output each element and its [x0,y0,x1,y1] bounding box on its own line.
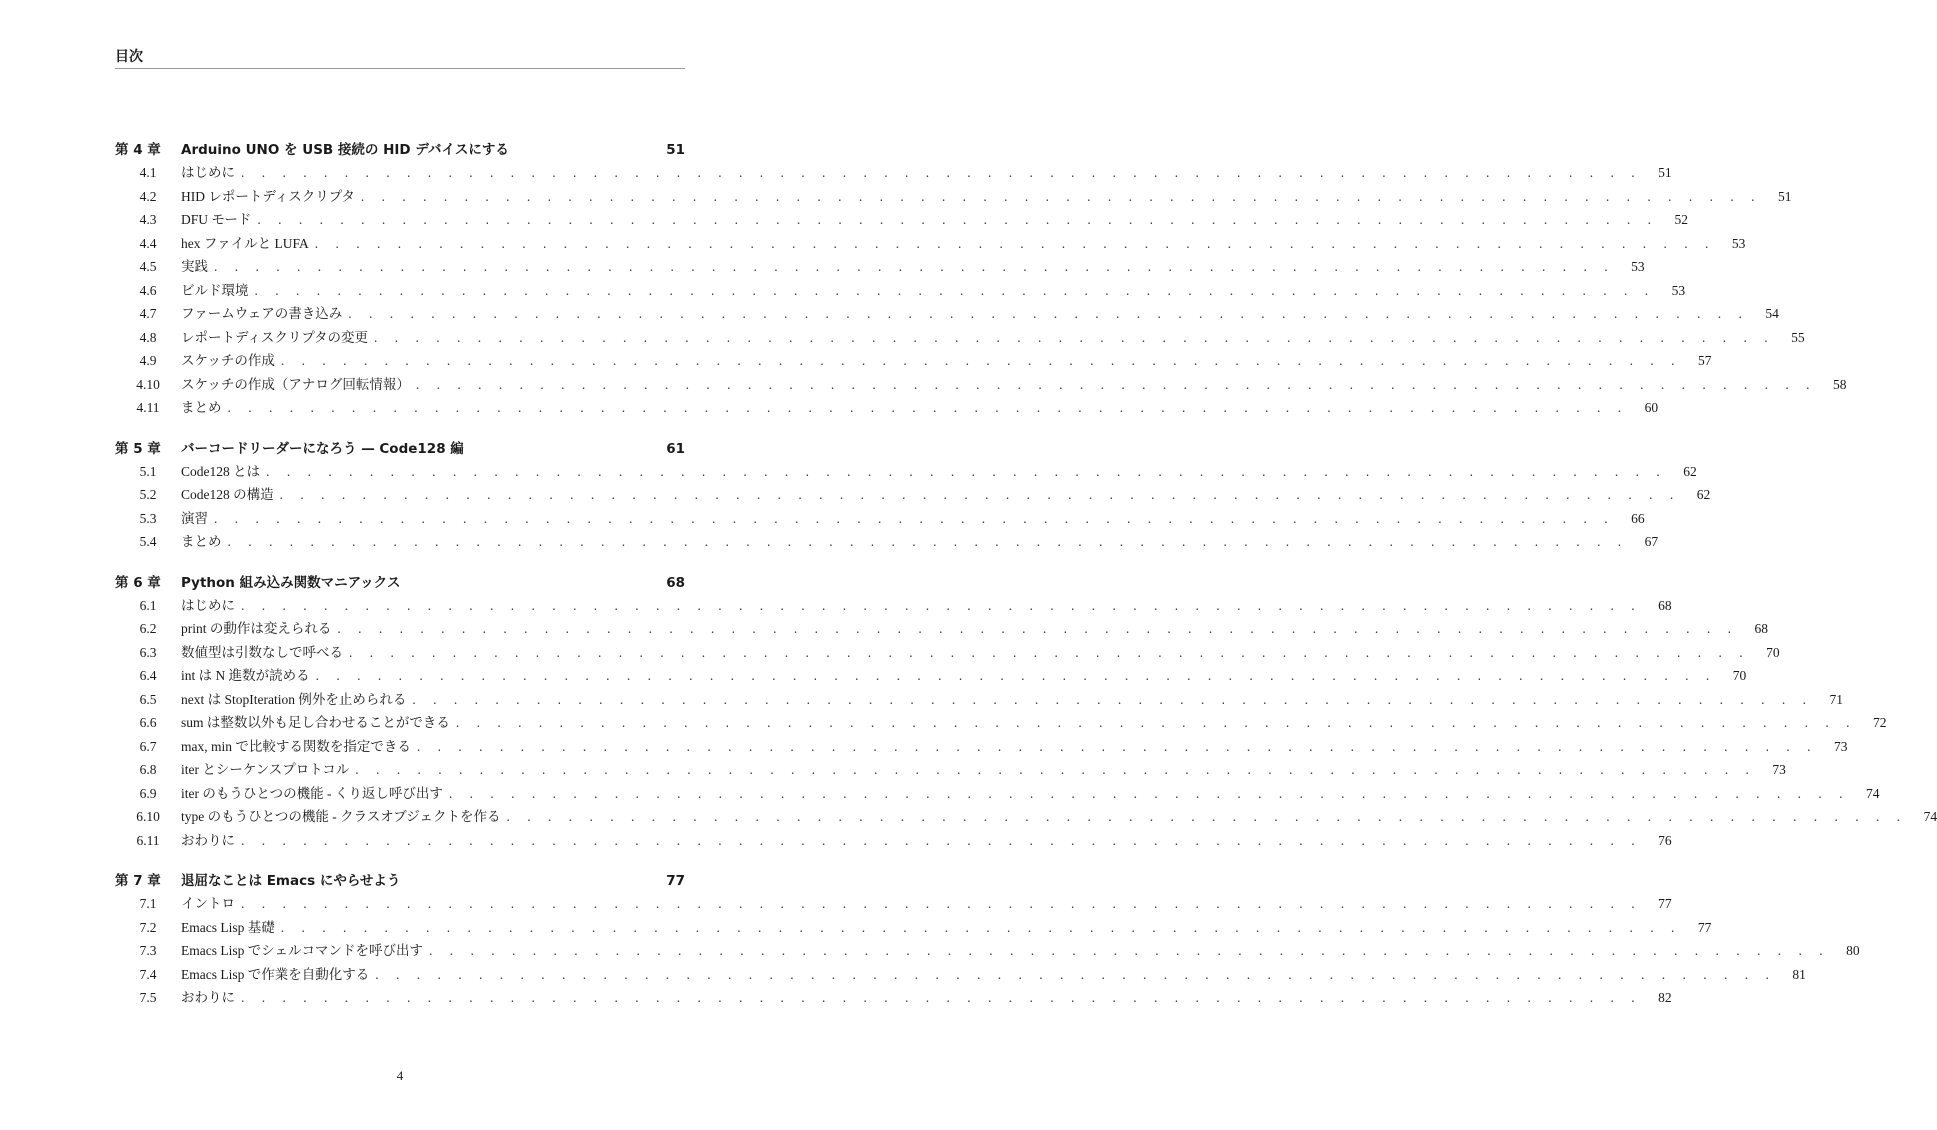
section-number: 5.3 [139,510,157,526]
dot-leader: . . . . . . . . . . . . . . . . . . . . . . . . . . . . . . . . . . . . . . . . . . . . . . . . . . . . . . . . . . . . . . . . . . . . [314,235,1716,251]
toc-entry[interactable] [115,916,1712,940]
dot-leader: . . . . . . . . . . . . . . . . . . . . . . . . . . . . . . . . . . . . . . . . . . . . . . . . . . . . . . . . . . . . . . . . . . . . [448,785,1850,801]
section-page: 62 [1696,487,1711,502]
section-page: 70 [1766,644,1780,660]
section-title: iter とシーケンスプロトコル [181,762,350,777]
chapter-title: Python 組み込み関数マニアックス [181,574,401,591]
toc-entry[interactable] [115,161,1672,185]
section-number: 4.4 [139,235,157,251]
chapter-page: 77 [666,873,685,889]
page-header-title: 目次 [115,49,143,65]
chapter-heading[interactable] [115,869,685,889]
table-of-contents [115,138,1937,1027]
section-number: 4.1 [139,165,157,180]
toc-entry[interactable] [115,185,1792,209]
section-title: まとめ [181,534,222,549]
section-page: 62 [1683,463,1697,479]
section-number: 4.11 [136,400,160,415]
section-title: おわりに [181,990,235,1005]
toc-entry[interactable] [115,829,1672,853]
toc-entry[interactable] [115,507,1645,531]
section-title: Code128 とは [181,463,261,479]
toc-entry[interactable] [115,349,1712,373]
dot-leader: . . . . . . . . . . . . . . . . . . . . . . . . . . . . . . . . . . . . . . . . . . . . . . . . . . . . . . . . . . . . . . . . . . . . [348,306,1749,321]
section-title: スケッチの作成 [181,353,275,368]
section-title: Emacs Lisp で作業を自動化する [181,966,370,982]
dot-leader: . . . . . . . . . . . . . . . . . . . . . . . . . . . . . . . . . . . . . . . . . . . . . . . . . . . . . . . . . . . . . . . . . . . . [214,510,1615,526]
section-number: 6.1 [139,597,157,613]
section-number: 5.4 [139,534,157,549]
section-page: 53 [1671,282,1686,298]
section-title: print の動作は変えられる [181,621,332,636]
toc-entry[interactable] [115,963,1806,987]
toc-entry[interactable] [115,326,1805,350]
dot-leader: . . . . . . . . . . . . . . . . . . . . . . . . . . . . . . . . . . . . . . . . . . . . . . . . . . . . . . . . . . . . . . . . . . . . [241,832,1642,848]
section-title: max, min で比較する関数を指定できる [181,738,411,754]
section-page: 73 [1772,762,1786,777]
chapter-label: 第 5 章 [115,440,161,457]
section-page: 52 [1674,212,1688,227]
toc-entry[interactable] [115,594,1672,618]
section-page: 74 [1923,809,1937,824]
section-title: sum は整数以外も足し合わせることができる [181,715,450,730]
dot-leader: . . . . . . . . . . . . . . . . . . . . . . . . . . . . . . . . . . . . . . . . . . . . . . . . . . . . . . . . . . . . . . . . . . . . [227,534,1629,549]
toc-entry[interactable] [115,232,1746,256]
section-page: 60 [1644,400,1659,415]
section-page: 51 [1777,188,1792,204]
section-page: 81 [1792,966,1806,982]
section-page: 67 [1644,534,1659,549]
toc-entry[interactable] [115,302,1779,326]
toc-entry[interactable] [115,688,1843,712]
chapter-title: Arduino UNO を USB 接続の HID デバイスにする [181,142,509,158]
dot-leader: . . . . . . . . . . . . . . . . . . . . . . . . . . . . . . . . . . . . . . . . . . . . . . . . . . . . . . . . . . . . . . . . . . . . [416,738,1818,754]
section-title: Code128 の構造 [181,487,274,502]
toc-entry[interactable] [115,805,1937,829]
dot-leader: . . . . . . . . . . . . . . . . . . . . . . . . . . . . . . . . . . . . . . . . . . . . . . . . . . . . . . . . . . . . . . . . . . . . [280,353,1682,368]
section-page: 66 [1631,510,1645,526]
chapter-page: 61 [666,440,685,457]
section-number: 7.4 [139,966,157,982]
section-page: 54 [1765,306,1779,321]
toc-entry[interactable] [115,664,1747,688]
dot-leader: . . . . . . . . . . . . . . . . . . . . . . . . . . . . . . . . . . . . . . . . . . . . . . . . . . . . . . . . . . . . . . . . . . . . [373,329,1775,345]
section-title: hex ファイルと LUFA [181,235,309,251]
section-title: Emacs Lisp 基礎 [181,919,275,935]
section-title: HID レポートディスクリプタ [181,188,355,204]
chapter-heading[interactable] [115,437,685,457]
section-title: int は N 進数が読める [181,668,310,683]
dot-leader: . . . . . . . . . . . . . . . . . . . . . . . . . . . . . . . . . . . . . . . . . . . . . . . . . . . . . . . . . . . . . . . . . . . . [337,621,1738,636]
section-number: 7.1 [139,896,157,911]
chapter-title: 退屈なことは Emacs にやらせよう [181,873,401,889]
section-page: 51 [1658,165,1672,180]
section-page: 57 [1697,353,1712,368]
dot-leader: . . . . . . . . . . . . . . . . . . . . . . . . . . . . . . . . . . . . . . . . . . . . . . . . . . . . . . . . . . . . . . . . . . . . [254,282,1656,298]
dot-leader: . . . . . . . . . . . . . . . . . . . . . . . . . . . . . . . . . . . . . . . . . . . . . . . . . . . . . . . . . . . . . . . . . . . . [428,943,1830,958]
section-title: はじめに [181,597,235,613]
section-number: 6.9 [139,785,157,801]
dot-leader: . . . . . . . . . . . . . . . . . . . . . . . . . . . . . . . . . . . . . . . . . . . . . . . . . . . . . . . . . . . . . . . . . . . . [375,966,1776,982]
toc-entry[interactable] [115,758,1786,782]
toc-entry[interactable] [115,939,1860,963]
section-title: 演習 [181,510,208,526]
section-page: 68 [1658,597,1672,613]
dot-leader: . . . . . . . . . . . . . . . . . . . . . . . . . . . . . . . . . . . . . . . . . . . . . . . . . . . . . . . . . . . . . . . . . . . . [241,896,1642,911]
chapter-label: 第 7 章 [115,873,161,889]
dot-leader: . . . . . . . . . . . . . . . . . . . . . . . . . . . . . . . . . . . . . . . . . . . . . . . . . . . . . . . . . . . . . . . . . . . . [280,919,1682,935]
section-number: 4.9 [139,353,157,368]
section-title: おわりに [181,832,235,848]
section-page: 68 [1754,621,1768,636]
section-number: 4.8 [139,329,157,345]
section-title: ファームウェアの書き込み [181,306,343,321]
dot-leader: . . . . . . . . . . . . . . . . . . . . . . . . . . . . . . . . . . . . . . . . . . . . . . . . . . . . . . . . . . . . . . . . . . . . [349,644,1750,660]
section-page: 76 [1658,832,1672,848]
section-title: Emacs Lisp でシェルコマンドを呼び出す [181,943,423,958]
section-page: 80 [1846,943,1860,958]
toc-entry[interactable] [115,986,1672,1010]
section-title: レポートディスクリプタの変更 [181,329,368,345]
toc-entry[interactable] [115,735,1848,759]
dot-leader: . . . . . . . . . . . . . . . . . . . . . . . . . . . . . . . . . . . . . . . . . . . . . . . . . . . . . . . . . . . . . . . . . . . . [355,762,1756,777]
section-page: 55 [1791,329,1805,345]
dot-leader: . . . . . . . . . . . . . . . . . . . . . . . . . . . . . . . . . . . . . . . . . . . . . . . . . . . . . . . . . . . . . . . . . . . . [214,259,1615,274]
section-number: 6.6 [139,715,157,730]
section-title: iter のもうひとつの機能 - くり返し呼び出す [181,785,443,801]
toc-chapter [115,437,1711,554]
section-number: 6.10 [136,809,160,824]
toc-entry[interactable] [115,782,1880,806]
section-number: 6.11 [136,832,160,848]
section-number: 7.3 [139,943,157,958]
section-number: 6.4 [139,668,157,683]
toc-chapter [115,869,1860,1010]
dot-leader: . . . . . . . . . . . . . . . . . . . . . . . . . . . . . . . . . . . . . . . . . . . . . . . . . . . . . . . . . . . . . . . . . . . . [415,376,1817,392]
section-number: 4.3 [139,212,157,227]
toc-entry[interactable] [115,396,1659,420]
chapter-heading[interactable] [115,138,685,158]
section-number: 6.8 [139,762,157,777]
section-title: まとめ [181,400,222,415]
dot-leader: . . . . . . . . . . . . . . . . . . . . . . . . . . . . . . . . . . . . . . . . . . . . . . . . . . . . . . . . . . . . . . . . . . . . [360,188,1762,204]
chapter-page: 68 [666,574,685,591]
section-title: ビルド環境 [181,282,249,298]
section-number: 4.5 [139,259,157,274]
section-number: 4.10 [136,376,160,392]
chapter-label: 第 6 章 [115,574,161,591]
section-page: 53 [1631,259,1645,274]
section-title: 数値型は引数なしで呼べる [181,644,343,660]
chapter-label: 第 4 章 [115,142,161,158]
toc-entry[interactable] [115,641,1780,665]
section-title: はじめに [181,165,235,180]
dot-leader: . . . . . . . . . . . . . . . . . . . . . . . . . . . . . . . . . . . . . . . . . . . . . . . . . . . . . . . . . . . . . . . . . . . . [412,691,1813,707]
toc-entry[interactable] [115,483,1711,507]
section-page: 72 [1873,715,1887,730]
toc-entry[interactable] [115,373,1847,397]
toc-entry[interactable] [115,279,1686,303]
toc-entry[interactable] [115,460,1697,484]
section-page: 70 [1732,668,1747,683]
dot-leader: . . . . . . . . . . . . . . . . . . . . . . . . . . . . . . . . . . . . . . . . . . . . . . . . . . . . . . . . . . . . . . . . . . . . [241,165,1642,180]
dot-leader: . . . . . . . . . . . . . . . . . . . . . . . . . . . . . . . . . . . . . . . . . . . . . . . . . . . . . . . . . . . . . . . . . . . . [266,463,1667,479]
dot-leader: . . . . . . . . . . . . . . . . . . . . . . . . . . . . . . . . . . . . . . . . . . . . . . . . . . . . . . . . . . . . . . . . . . . . [257,212,1658,227]
section-title: スケッチの作成（アナログ回転情報） [181,376,410,392]
toc-entry[interactable] [115,617,1768,641]
header-divider [115,68,685,69]
section-number: 7.2 [139,919,157,935]
chapter-title: バーコードリーダーになろう — Code128 編 [181,440,464,457]
section-number: 4.2 [139,188,157,204]
section-page: 77 [1697,919,1712,935]
section-page: 77 [1658,896,1672,911]
chapter-page: 51 [666,142,685,158]
toc-entry[interactable] [115,255,1645,279]
dot-leader: . . . . . . . . . . . . . . . . . . . . . . . . . . . . . . . . . . . . . . . . . . . . . . . . . . . . . . . . . . . . . . . . . . . . [241,990,1642,1005]
section-page: 82 [1658,990,1672,1005]
section-number: 5.2 [139,487,157,502]
section-number: 6.7 [139,738,157,754]
dot-leader: . . . . . . . . . . . . . . . . . . . . . . . . . . . . . . . . . . . . . . . . . . . . . . . . . . . . . . . . . . . . . . . . . . . . [506,809,1908,824]
section-number: 6.3 [139,644,157,660]
toc-entry[interactable] [115,892,1672,916]
section-number: 5.1 [139,463,157,479]
section-title: イントロ [181,896,235,911]
section-page: 71 [1829,691,1843,707]
section-page: 73 [1834,738,1848,754]
section-title: 実践 [181,259,208,274]
section-number: 6.2 [139,621,157,636]
section-page: 74 [1865,785,1880,801]
dot-leader: . . . . . . . . . . . . . . . . . . . . . . . . . . . . . . . . . . . . . . . . . . . . . . . . . . . . . . . . . . . . . . . . . . . . [227,400,1629,415]
section-page: 58 [1832,376,1847,392]
section-number: 4.6 [139,282,157,298]
toc-entry[interactable] [115,711,1887,735]
toc-entry[interactable] [115,530,1659,554]
section-number: 6.5 [139,691,157,707]
section-title: next は StopIteration 例外を止められる [181,691,407,707]
section-page: 53 [1731,235,1746,251]
section-number: 4.7 [139,306,157,321]
dot-leader: . . . . . . . . . . . . . . . . . . . . . . . . . . . . . . . . . . . . . . . . . . . . . . . . . . . . . . . . . . . . . . . . . . . . [455,715,1857,730]
toc-chapter [115,571,1937,853]
section-title: DFU モード [181,212,252,227]
dot-leader: . . . . . . . . . . . . . . . . . . . . . . . . . . . . . . . . . . . . . . . . . . . . . . . . . . . . . . . . . . . . . . . . . . . . [315,668,1717,683]
section-number: 7.5 [139,990,157,1005]
toc-chapter [115,138,1847,420]
dot-leader: . . . . . . . . . . . . . . . . . . . . . . . . . . . . . . . . . . . . . . . . . . . . . . . . . . . . . . . . . . . . . . . . . . . . [241,597,1642,613]
section-title: type のもうひとつの機能 - クラスオブジェクトを作る [181,809,501,824]
toc-entry[interactable] [115,208,1688,232]
chapter-heading[interactable] [115,571,685,591]
dot-leader: . . . . . . . . . . . . . . . . . . . . . . . . . . . . . . . . . . . . . . . . . . . . . . . . . . . . . . . . . . . . . . . . . . . . [279,487,1681,502]
page-number: 4 [396,1068,404,1083]
